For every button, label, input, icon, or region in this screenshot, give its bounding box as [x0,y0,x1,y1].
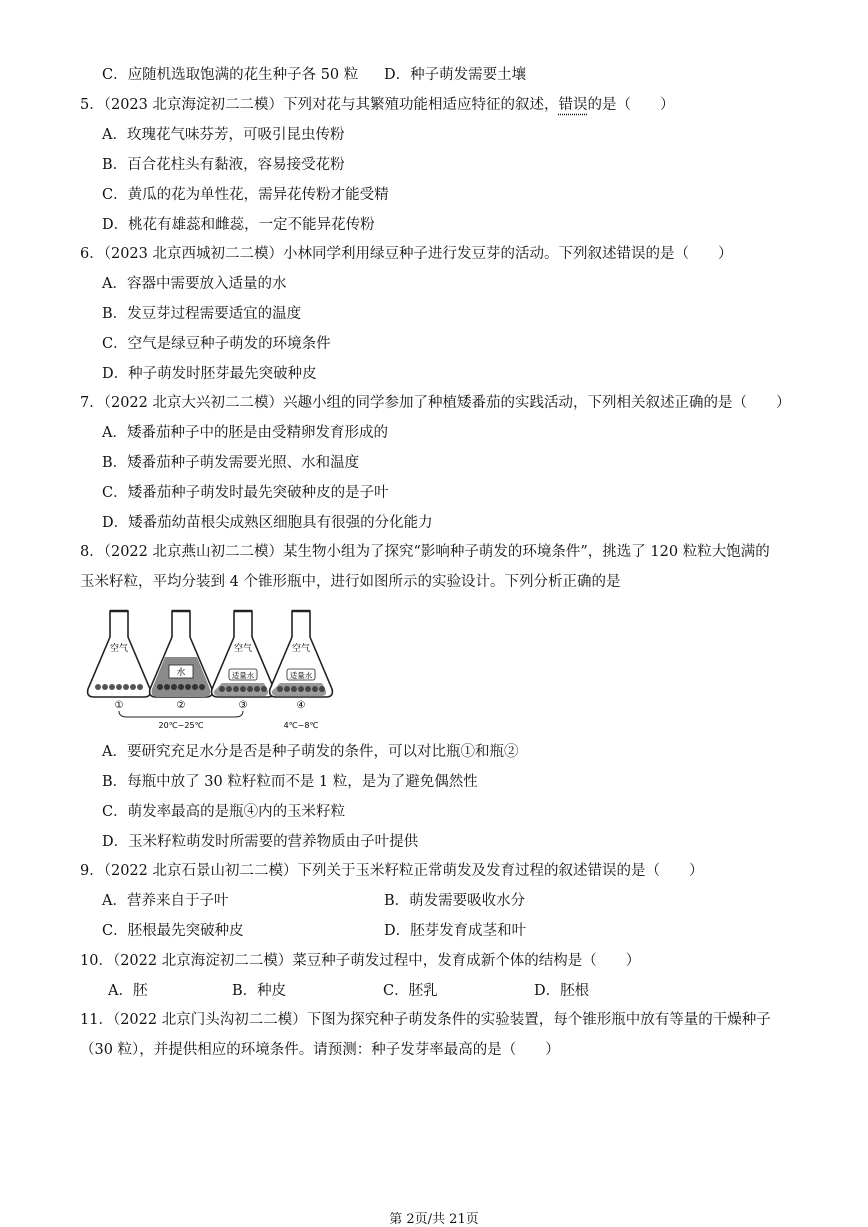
q9-option-d: D．胚芽发育成茎和叶 [384,923,527,939]
flask-1 [88,611,151,697]
flask-2-label: 水 [176,668,186,678]
q6-stem: 6．（2023 北京西城初二二模）小林同学利用绿豆种子进行发豆芽的活动。下列叙述错误的是（ ） [80,246,733,262]
q5-stem-a: 5．（2023 北京海淀初二二模）下列对花与其繁殖功能相适应特征的叙述， [80,97,559,113]
q4-option-d: D．种子萌发需要土壤 [384,67,527,83]
q5-stem-emphasis: 错误 [558,97,588,113]
q8-flask-figure [84,607,346,733]
flask-number-1: ① [114,700,124,711]
flask-3-bottom-label: 适量水 [231,671,255,680]
q10-option-d: D．胚根 [534,983,590,999]
flask-4 [270,611,333,697]
q6-option-c: C．空气是绿豆种子萌发的环境条件 [102,336,331,352]
q5-option-d: D．桃花有雄蕊和雌蕊，一定不能异花传粉 [102,217,375,233]
q5-stem-b: 的是（ ） [587,97,675,113]
q8-option-c: C．萌发率最高的是瓶④内的玉米籽粒 [102,804,346,820]
flask-4-label: 空气 [291,644,311,654]
flask-3 [212,611,275,697]
q7-option-d: D．矮番茄幼苗根尖成熟区细胞具有很强的分化能力 [102,515,433,531]
temp-range-1: 20℃~25℃ [158,721,204,730]
q5-option-c: C．黄瓜的花为单性花，需异花传粉才能受精 [102,187,389,203]
page-footer: 第 2页/共 21页 [389,1212,479,1227]
q7-option-a: A．矮番茄种子中的胚是由受精卵发育形成的 [102,425,388,441]
flask-number-2: ② [176,700,186,711]
q6-option-b: B．发豆芽过程需要适宜的温度 [102,306,302,322]
temp-range-2: 4℃~8℃ [283,721,319,730]
q9-option-b: B．萌发需要吸收水分 [384,893,526,909]
q10-option-a: A．胚 [108,983,148,999]
flask-4-bottom-label: 适量水 [289,671,313,680]
q8-option-b: B．每瓶中放了 30 粒籽粒而不是 1 粒，是为了避免偶然性 [102,774,478,790]
q5-option-a: A．玫瑰花气味芬芳，可吸引昆虫传粉 [102,127,345,143]
q5-stem [80,94,674,116]
q8-option-a: A．要研究充足水分是否是种子萌发的条件，可以对比瓶①和瓶② [102,744,519,760]
flask-3-label: 空气 [233,644,253,654]
q6-option-d: D．种子萌发时胚芽最先突破种皮 [102,366,317,382]
q10-stem: 10．（2022 北京海淀初二二模）菜豆种子萌发过程中，发育成新个体的结构是（ ） [80,953,641,969]
flask-2 [150,611,213,697]
q9-option-c: C．胚根最先突破种皮 [102,923,244,939]
q4-option-c: C．应随机选取饱满的花生种子各 50 粒 [102,67,359,83]
q11-stem-line1: 11．（2022 北京门头沟初二二模）下图为探究种子萌发条件的实验装置，每个锥形瓶中放有等量的干燥种子 [80,1012,771,1028]
q9-stem: 9．（2022 北京石景山初二二模）下列关于玉米籽粒正常萌发及发育过程的叙述错误的是（ ） [80,863,704,879]
q7-stem: 7．（2022 北京大兴初二二模）兴趣小组的同学参加了种植矮番茄的实践活动，下列相关叙述正确的是（ ） [80,395,791,411]
q8-stem-line1: 8．（2022 北京燕山初二二模）某生物小组为了探究“影响种子萌发的环境条件”，挑选了 120 粒粒大饱满的 [80,544,770,560]
q10-option-c: C．胚乳 [383,983,438,999]
flask-1-label: 空气 [109,644,129,654]
q10-option-b: B．种皮 [232,983,287,999]
q7-option-c: C．矮番茄种子萌发时最先突破种皮的是子叶 [102,485,389,501]
q7-option-b: B．矮番茄种子萌发需要光照、水和温度 [102,455,360,471]
flask-number-3: ③ [238,700,248,711]
flask-number-4: ④ [296,700,306,711]
q6-option-a: A．容器中需要放入适量的水 [102,276,287,292]
q8-stem-line2: 玉米籽粒，平均分装到 4 个锥形瓶中，进行如图所示的实验设计。下列分析正确的是 [80,574,621,590]
q9-option-a: A．营养来自于子叶 [102,893,229,909]
q5-option-b: B．百合花柱头有黏液，容易接受花粉 [102,157,345,173]
q11-stem-line2: （30 粒），并提供相应的环境条件。请预测：种子发芽率最高的是（ ） [80,1042,560,1058]
q8-option-d: D．玉米籽粒萌发时所需要的营养物质由子叶提供 [102,834,419,850]
